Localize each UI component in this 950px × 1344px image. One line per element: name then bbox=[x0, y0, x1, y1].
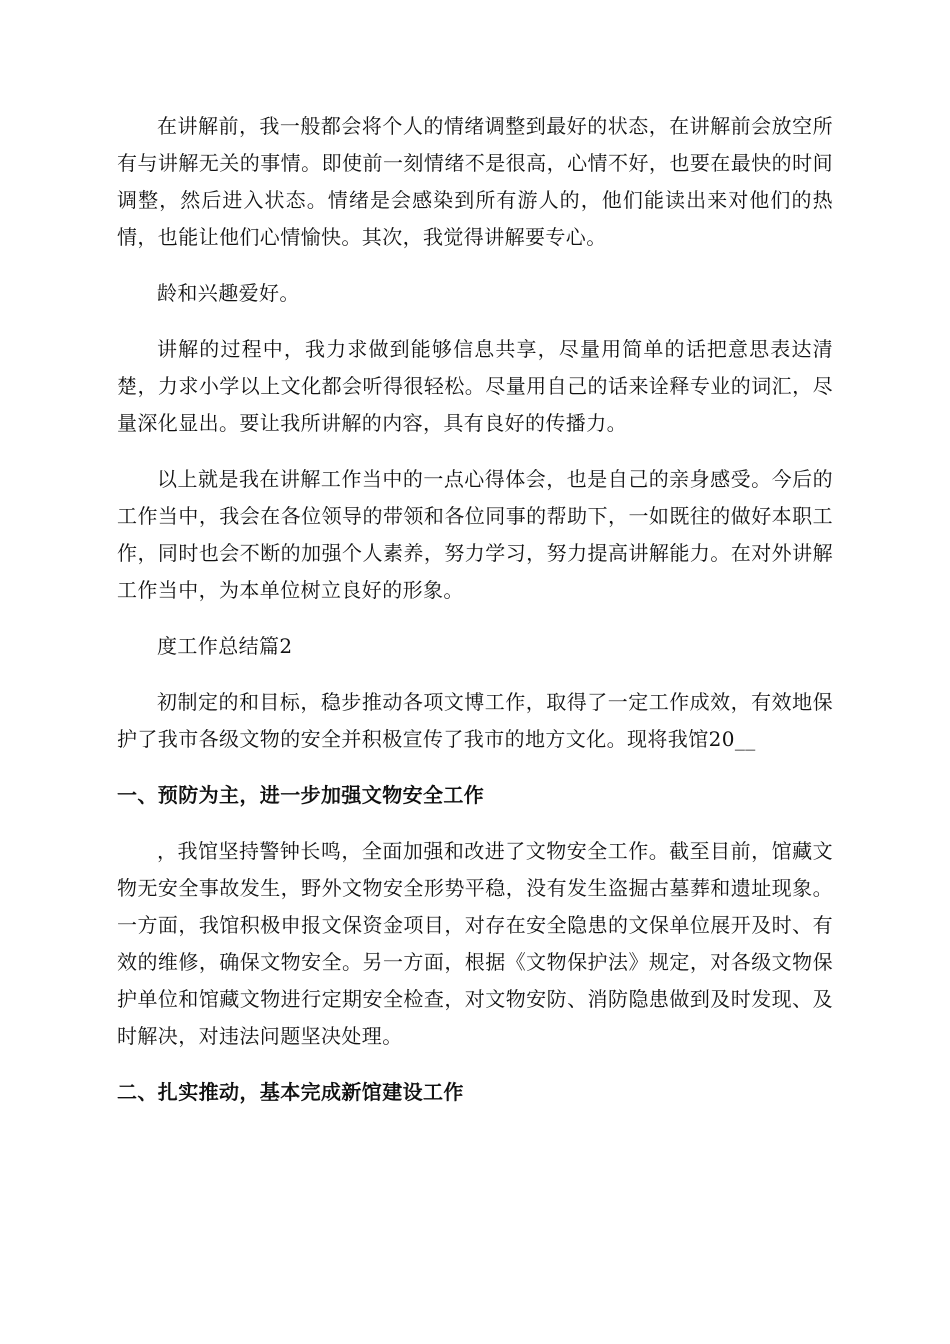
paragraph-explanation-process: 讲解的过程中，我力求做到能够信息共享，尽量用简单的话把意思表达清楚，力求小学以上文化都会听得很轻松。尽量用自己的话来诠释专业的词汇，尽量深化显出。要让我所讲解的内容，具有良好的传播力。 bbox=[117, 337, 833, 435]
paragraph-relic-safety: ，我馆坚持警钟长鸣，全面加强和改进了文物安全工作。截至目前，馆藏文物无安全事故发生，野外文物安全形势平稳，没有发生盗掘古墓葬和遗址现象。一方面，我馆积极申报文保资金项目，对存在安全隐患的文保单位展开及时、有效的维修，确保文物安全。另一方面，根据《文物保护法》规定，对各级文物保护单位和馆藏文物进行定期安全检查，对文物安防、消防隐患做到及时发现、及时解决，对违法问题坚决处理。 bbox=[117, 839, 833, 1048]
paragraph-age-interests: 龄和兴趣爱好。 bbox=[157, 281, 300, 305]
paragraph-emotion-adjustment: 在讲解前，我一般都会将个人的情绪调整到最好的状态，在讲解前会放空所有与讲解无关的事情。即使前一刻情绪不是很高，心情不好，也要在最快的时间调整，然后进入状态。情绪是会感染到所有游人的，他们能读出来对他们的热情，也能让他们心情愉快。其次，我觉得讲解要专心。 bbox=[117, 114, 833, 249]
paragraph-summary-title-2: 度工作总结篇2 bbox=[157, 634, 293, 658]
document-page bbox=[117, 108, 833, 1130]
heading-section-1: 一、预防为主，进一步加强文物安全工作 bbox=[117, 783, 485, 807]
heading-section-2: 二、扎实推动，基本完成新馆建设工作 bbox=[117, 1080, 464, 1104]
paragraph-conclusion: 以上就是我在讲解工作当中的一点心得体会，也是自己的亲身感受。今后的工作当中，我会在各位领导的带领和各位同事的帮助下，一如既往的做好本职工作，同时也会不断的加强个人素养，努力学习，努力提高讲解能力。在对外讲解工作当中，为本单位树立良好的形象。 bbox=[117, 467, 833, 602]
paragraph-intro-goals: 初制定的和目标，稳步推动各项文博工作，取得了一定工作成效，有效地保护了我市各级文物的安全并积极宣传了我市的地方文化。现将我馆20__ bbox=[117, 690, 833, 751]
